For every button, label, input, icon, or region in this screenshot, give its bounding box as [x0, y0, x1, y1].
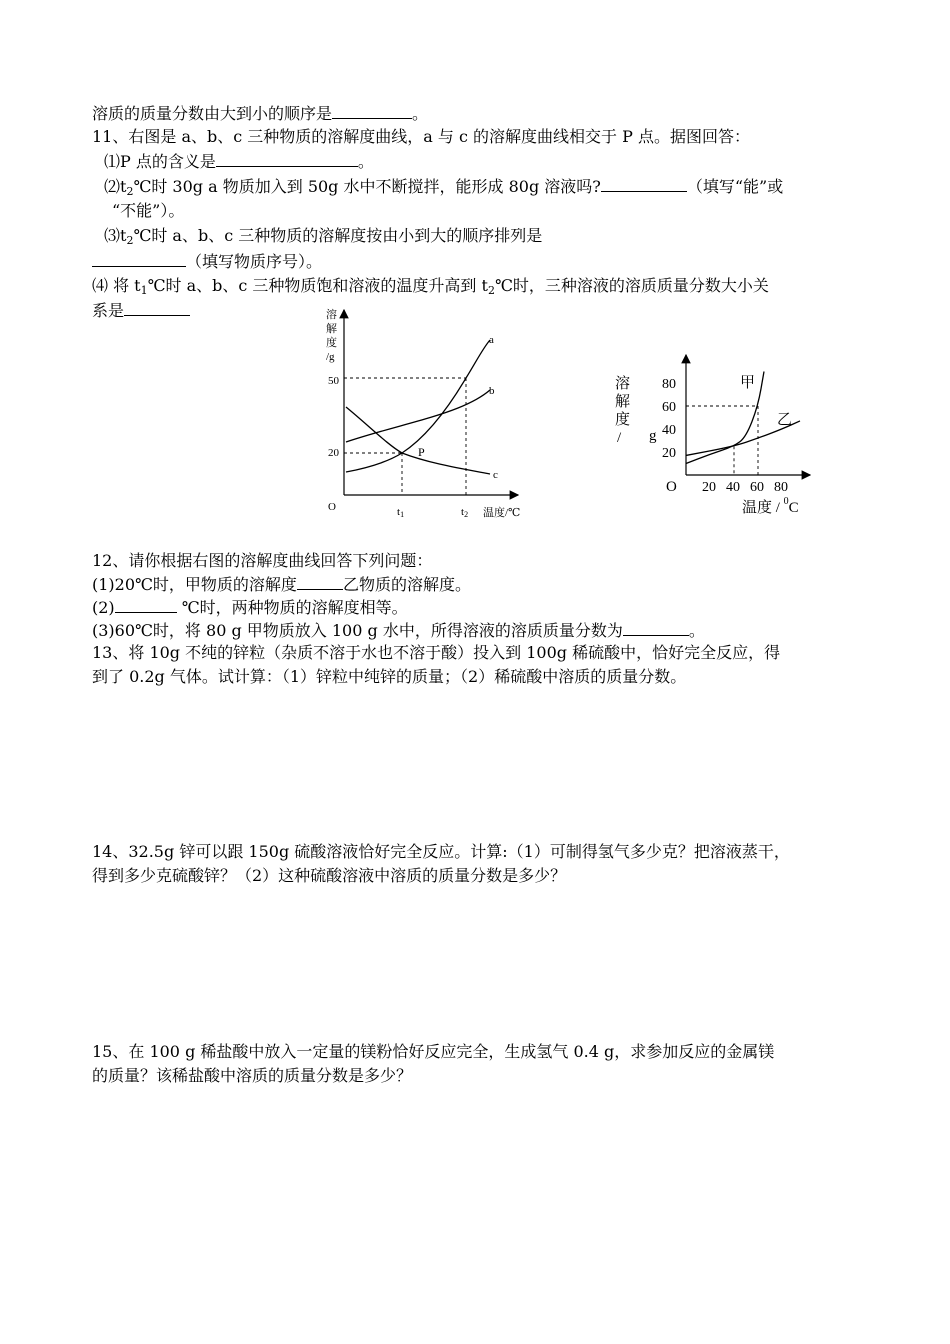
chart1-xtick-t1: t1 [397, 506, 405, 519]
q10-tail-end: 。 [412, 104, 429, 123]
chart2-y-label-char: 溶 [615, 376, 631, 392]
chart2-y-label-char: g [649, 428, 657, 444]
chart1-y-label-char: 解 [326, 323, 337, 335]
q11-p3-blank[interactable] [92, 251, 186, 267]
point-p-label: P [418, 445, 425, 459]
q12-part3 [92, 620, 705, 641]
chart2-x-label: 温度 / $^0$C [742, 496, 799, 516]
chart2-ytick: 60 [662, 400, 676, 415]
q12-p1-blank[interactable] [297, 574, 343, 590]
chart1-ytick-20: 20 [328, 447, 339, 459]
chart1-ytick-50: 50 [328, 375, 339, 387]
q12-stem: 12、请你根据右图的溶解度曲线回答下列问题： [92, 551, 433, 570]
curve-b-label: b [489, 385, 495, 397]
chart2-x-ticks [702, 480, 788, 495]
q10-answer-blank[interactable] [332, 103, 412, 119]
q11-p1-blank[interactable] [216, 151, 358, 167]
solubility-chart-abc [318, 300, 538, 525]
q12-part1 [92, 574, 471, 595]
chart1-y-label-char: 度 [326, 337, 337, 349]
q15-line2: 的质量？该稀盐酸中溶质的质量分数是多少？ [92, 1066, 413, 1085]
chart1-x-label: 温度/℃ [483, 507, 521, 519]
chart2-y-label-char: / [617, 430, 622, 446]
q11-part1 [104, 151, 374, 172]
q11-p2-blank[interactable] [601, 176, 687, 192]
q11-part4-cont [92, 300, 190, 321]
q13-line1: 13、将 10g 不纯的锌粒（杂质不溶于水也不溶于酸）投入到 100g 稀硫酸中，恰好完全反应，得 [92, 643, 781, 662]
q12-p2-post: ℃时，两种物质的溶解度相等。 [176, 598, 408, 617]
q11-p1-end: 。 [357, 152, 374, 171]
q11-part2 [104, 176, 783, 197]
q11-p2-text: ℃时 30g a 物质加入到 50g 水中不断搅拌，能形成 80g 溶液吗? [133, 177, 601, 196]
chart2-guides [686, 406, 758, 475]
chart2-y-ticks [662, 377, 676, 461]
q11-p4-post: ℃时，三种溶液的溶质质量分数大小关 [494, 276, 769, 295]
q12-p1-text: (1)20℃时，甲物质的溶解度 [92, 575, 297, 594]
q12-p1-post: 乙物质的溶解度。 [342, 575, 471, 594]
chart2-xtick: 20 [702, 480, 716, 495]
q14-line1: 14、32.5g 锌可以跟 150g 硫酸溶液恰好完全反应。计算:（1）可制得氢气多少克？把溶液蒸干， [92, 842, 790, 861]
q11-p4-mid: ℃时 a、b、c 三种物质饱和溶液的温度升高到 t [147, 276, 488, 295]
chart1-y-label [326, 307, 337, 363]
q15-line1: 15、在 100 g 稀盐酸中放入一定量的镁粉恰好反应完全，生成氢气 0.4 g，求参加反应的金属镁 [92, 1042, 775, 1061]
chart2-origin: O [666, 479, 677, 495]
q11-p3-num: ⑶t [104, 226, 127, 245]
q11-p2-num: ⑵t [104, 177, 127, 196]
chart2-xtick: 60 [750, 480, 764, 495]
q11-p4-cont: 系是 [92, 301, 125, 320]
chart1-xtick-t2: t2 [461, 506, 469, 519]
q11-p4-sub1: 1 [140, 284, 148, 297]
q11-p4-sub2: 2 [487, 284, 495, 297]
q11-p2-post: （填写“能”或 [686, 177, 784, 196]
q11-part2-cont: “不能”）。 [112, 201, 185, 220]
q12-p2-text: (2) [92, 598, 115, 617]
q12-p2-blank[interactable] [115, 597, 177, 613]
q12-p3-post: 。 [688, 621, 705, 640]
q11-p4-blank[interactable] [124, 300, 190, 316]
q11-part4 [92, 276, 769, 296]
q11-p3-sub: 2 [126, 234, 134, 247]
chart2-ytick: 40 [662, 423, 676, 438]
chart2-y-label [615, 375, 657, 446]
q14-line2: 得到多少克硫酸锌？（2）这种硫酸溶液中溶质的质量分数是多少？ [92, 866, 567, 885]
q11-part3-cont [92, 251, 322, 272]
solubility-chart-jia-yi [605, 350, 820, 525]
q13-line2: 到了 0.2g 气体。试计算：（1）锌粒中纯锌的质量；（2）稀硫酸中溶质的质量分数。 [92, 667, 687, 686]
curve-yi-label: 乙 [777, 412, 793, 428]
curve-c-label: c [493, 469, 498, 481]
q10-tail-text: 溶质的质量分数由大到小的顺序是 [92, 104, 333, 123]
chart1-y-label-char: /g [326, 351, 335, 363]
q11-p2-sub: 2 [126, 185, 134, 198]
q12-part2 [92, 597, 408, 618]
curve-a-label: a [489, 334, 494, 346]
curve-b [346, 390, 490, 442]
chart1-y-label-char: 溶 [326, 309, 337, 321]
chart2-xtick: 40 [726, 480, 740, 495]
q11-p4-pre: ⑷ 将 t [92, 276, 141, 295]
chart1-origin: O [328, 501, 336, 513]
q11-p3-text: ℃时 a、b、c 三种物质的溶解度按由小到大的顺序排列是 [133, 226, 543, 245]
chart2-ytick: 20 [662, 446, 676, 461]
q12-p3-text: (3)60℃时，将 80 g 甲物质放入 100 g 水中，所得溶液的溶质质量分数为 [92, 621, 623, 640]
curve-jia-label: 甲 [740, 375, 756, 391]
q12-p3-blank[interactable] [623, 620, 689, 636]
q11-part3 [104, 226, 542, 246]
chart2-y-label-char: 解 [615, 394, 631, 410]
q11-p3-post: （填写物质序号）。 [186, 252, 323, 271]
chart2-ytick: 80 [662, 377, 676, 392]
q10-tail-line [92, 103, 428, 124]
q11-p1-text: ⑴P 点的含义是 [104, 152, 216, 171]
q11-stem: 11、右图是 a、b、c 三种物质的溶解度曲线，a 与 c 的溶解度曲线相交于 P 点。据图回答： [92, 127, 750, 146]
chart2-y-label-char: 度 [615, 412, 631, 428]
chart2-xtick: 80 [774, 480, 788, 495]
